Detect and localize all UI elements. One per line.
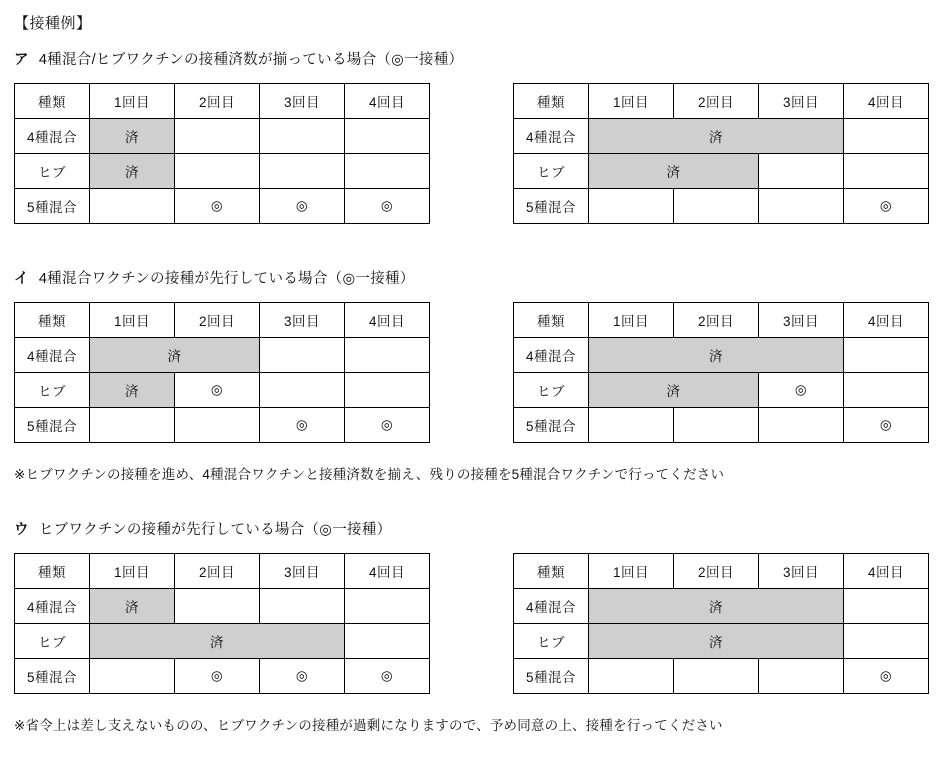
table-row xyxy=(15,119,430,154)
cell-value xyxy=(260,373,345,408)
table-row xyxy=(15,659,430,694)
cell-value: 済 xyxy=(589,589,844,624)
cell-value xyxy=(175,408,260,443)
cell-header-dose4: 4回目 xyxy=(345,554,430,589)
cell-header-dose1: 1回目 xyxy=(90,84,175,119)
table-row xyxy=(15,189,430,224)
cell-value: ◎ xyxy=(345,189,430,224)
cell-value xyxy=(759,659,844,694)
cell-row-label: 4種混合 xyxy=(15,589,90,624)
cell-value xyxy=(175,119,260,154)
cell-value xyxy=(345,624,430,659)
cell-value: 済 xyxy=(589,624,844,659)
cell-value xyxy=(674,408,759,443)
cell-value: ◎ xyxy=(260,659,345,694)
cell-value xyxy=(589,408,674,443)
table-row xyxy=(15,554,430,589)
cell-value: ◎ xyxy=(175,189,260,224)
section-title-b: 4種混合ワクチンの接種が先行している場合（◎一接種） xyxy=(38,271,415,287)
cell-value: ◎ xyxy=(844,408,929,443)
cell-value: 済 xyxy=(90,373,175,408)
table-row xyxy=(15,84,430,119)
cell-value xyxy=(589,189,674,224)
cell-value xyxy=(345,154,430,189)
table-b-right xyxy=(513,302,929,443)
cell-header-type: 種類 xyxy=(514,84,589,119)
cell-value xyxy=(90,659,175,694)
section-marker-c: ウ xyxy=(14,522,29,538)
cell-value xyxy=(175,154,260,189)
section-heading-c xyxy=(14,518,391,539)
cell-row-label: 5種混合 xyxy=(514,659,589,694)
cell-value: ◎ xyxy=(345,408,430,443)
cell-value xyxy=(260,589,345,624)
cell-header-type: 種類 xyxy=(15,303,90,338)
cell-value xyxy=(844,589,929,624)
cell-header-dose4: 4回目 xyxy=(844,84,929,119)
cell-header-dose1: 1回目 xyxy=(589,554,674,589)
cell-row-label: ヒブ xyxy=(514,373,589,408)
cell-value: ◎ xyxy=(260,408,345,443)
table-row xyxy=(514,624,929,659)
cell-value xyxy=(345,119,430,154)
cell-value xyxy=(759,154,844,189)
cell-header-dose2: 2回目 xyxy=(175,554,260,589)
table-row xyxy=(15,303,430,338)
table-row xyxy=(15,589,430,624)
cell-header-dose1: 1回目 xyxy=(90,554,175,589)
cell-row-label: ヒブ xyxy=(514,624,589,659)
cell-header-dose1: 1回目 xyxy=(589,303,674,338)
cell-header-dose2: 2回目 xyxy=(175,303,260,338)
cell-value xyxy=(175,589,260,624)
page-title: 【接種例】 xyxy=(14,15,92,32)
cell-value: ◎ xyxy=(345,659,430,694)
cell-header-type: 種類 xyxy=(514,303,589,338)
table-b-left xyxy=(14,302,430,443)
cell-header-dose3: 3回目 xyxy=(260,84,345,119)
cell-header-dose4: 4回目 xyxy=(345,303,430,338)
table-row xyxy=(514,589,929,624)
cell-value xyxy=(844,154,929,189)
cell-row-label: 5種混合 xyxy=(514,189,589,224)
cell-value: 済 xyxy=(589,119,844,154)
cell-value: ◎ xyxy=(844,189,929,224)
cell-value xyxy=(759,408,844,443)
section-heading-a xyxy=(14,48,463,69)
cell-value: 済 xyxy=(90,154,175,189)
cell-row-label: ヒブ xyxy=(15,624,90,659)
cell-value xyxy=(260,119,345,154)
cell-row-label: 5種混合 xyxy=(15,659,90,694)
table-row xyxy=(514,554,929,589)
cell-row-label: 4種混合 xyxy=(15,119,90,154)
cell-row-label: ヒブ xyxy=(514,154,589,189)
cell-header-dose2: 2回目 xyxy=(674,303,759,338)
cell-value: ◎ xyxy=(260,189,345,224)
cell-value: 済 xyxy=(90,589,175,624)
cell-value xyxy=(589,659,674,694)
cell-header-dose3: 3回目 xyxy=(759,303,844,338)
cell-value xyxy=(345,338,430,373)
cell-header-dose1: 1回目 xyxy=(90,303,175,338)
cell-value: ◎ xyxy=(175,373,260,408)
table-row xyxy=(15,408,430,443)
note-c: ※省令上は差し支えないものの、ヒブワクチンの接種が過剰になりますので、予め同意の上、接種を行ってください xyxy=(14,718,723,733)
table-row xyxy=(514,338,929,373)
table-row xyxy=(514,373,929,408)
cell-row-label: 4種混合 xyxy=(514,119,589,154)
section-marker-a: ア xyxy=(14,52,29,68)
cell-value xyxy=(844,624,929,659)
cell-header-dose2: 2回目 xyxy=(674,84,759,119)
cell-header-dose4: 4回目 xyxy=(345,84,430,119)
cell-header-type: 種類 xyxy=(514,554,589,589)
cell-header-dose4: 4回目 xyxy=(844,303,929,338)
cell-row-label: 4種混合 xyxy=(15,338,90,373)
cell-value: 済 xyxy=(589,373,759,408)
cell-value xyxy=(674,659,759,694)
table-c-left xyxy=(14,553,430,694)
table-row xyxy=(15,154,430,189)
cell-header-dose3: 3回目 xyxy=(260,554,345,589)
cell-header-type: 種類 xyxy=(15,554,90,589)
table-row xyxy=(514,659,929,694)
section-marker-b: イ xyxy=(14,271,29,287)
section-title-a: 4種混合/ヒブワクチンの接種済数が揃っている場合（◎一接種） xyxy=(38,52,464,68)
cell-row-label: 5種混合 xyxy=(15,408,90,443)
table-row xyxy=(514,303,929,338)
cell-row-label: ヒブ xyxy=(15,154,90,189)
cell-value xyxy=(345,373,430,408)
cell-value xyxy=(844,119,929,154)
cell-value xyxy=(345,589,430,624)
cell-value xyxy=(674,189,759,224)
cell-value xyxy=(90,408,175,443)
cell-value: 済 xyxy=(589,154,759,189)
cell-row-label: 5種混合 xyxy=(514,408,589,443)
cell-value: 済 xyxy=(90,338,260,373)
table-row xyxy=(514,84,929,119)
table-row xyxy=(15,373,430,408)
cell-header-dose4: 4回目 xyxy=(844,554,929,589)
table-row xyxy=(15,624,430,659)
cell-value: ◎ xyxy=(759,373,844,408)
table-row xyxy=(15,338,430,373)
cell-value xyxy=(90,189,175,224)
table-row xyxy=(514,189,929,224)
cell-header-dose2: 2回目 xyxy=(674,554,759,589)
section-heading-b xyxy=(14,267,415,288)
cell-value: 済 xyxy=(90,624,345,659)
section-title-c: ヒブワクチンの接種が先行している場合（◎一接種） xyxy=(38,522,392,538)
cell-value xyxy=(844,338,929,373)
cell-row-label: 4種混合 xyxy=(514,589,589,624)
cell-header-dose3: 3回目 xyxy=(759,554,844,589)
cell-header-dose3: 3回目 xyxy=(260,303,345,338)
cell-value xyxy=(260,338,345,373)
note-b: ※ヒブワクチンの接種を進め、4種混合ワクチンと接種済数を揃え、残りの接種を5種混合ワクチンで行ってください xyxy=(14,467,725,482)
table-row xyxy=(514,119,929,154)
table-c-right xyxy=(513,553,929,694)
table-a-left xyxy=(14,83,430,224)
cell-value xyxy=(260,154,345,189)
cell-header-type: 種類 xyxy=(15,84,90,119)
cell-header-dose2: 2回目 xyxy=(175,84,260,119)
table-a-right xyxy=(513,83,929,224)
cell-value xyxy=(759,189,844,224)
table-row xyxy=(514,408,929,443)
cell-header-dose1: 1回目 xyxy=(589,84,674,119)
cell-value xyxy=(844,373,929,408)
cell-header-dose3: 3回目 xyxy=(759,84,844,119)
cell-value: ◎ xyxy=(175,659,260,694)
cell-row-label: 5種混合 xyxy=(15,189,90,224)
cell-row-label: 4種混合 xyxy=(514,338,589,373)
cell-value: 済 xyxy=(90,119,175,154)
cell-row-label: ヒブ xyxy=(15,373,90,408)
cell-value: ◎ xyxy=(844,659,929,694)
table-row xyxy=(514,154,929,189)
cell-value: 済 xyxy=(589,338,844,373)
